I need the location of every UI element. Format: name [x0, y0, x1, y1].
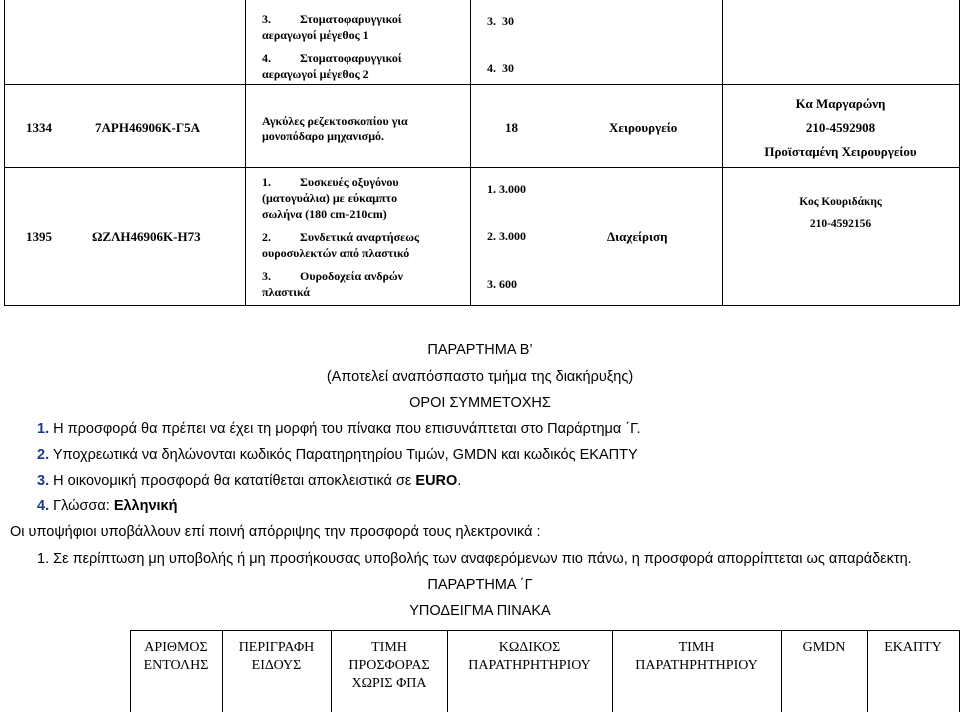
term-number: 1. — [37, 421, 50, 437]
contact-phone: 210-4592908 — [805, 120, 876, 135]
table-rule — [470, 0, 471, 306]
column-header — [867, 639, 959, 657]
column-header — [612, 639, 781, 675]
exclusion-intro: Οι υποψήφιοι υποβάλλουν επί ποινή απόρριψης την προσφορά τους ηλεκτρονικά : — [10, 524, 541, 540]
table-rule — [130, 630, 959, 631]
item-text: Συνδετικά αναρτήσεως — [300, 230, 420, 244]
list-item — [37, 420, 641, 438]
column-header — [447, 639, 612, 675]
quantity: 3. 30 — [487, 14, 514, 28]
header-line: ΧΩΡΙΣ ΦΠΑ — [351, 676, 427, 691]
header-line: ΤΙΜΗ — [371, 640, 407, 655]
item-text: αεραγωγοί μέγεθος 2 — [262, 67, 369, 81]
item-text: αεραγωγοί μέγεθος 1 — [262, 28, 369, 42]
quantity: 1. 3.000 — [487, 182, 526, 196]
contact-role: Προϊσταμένη Χειρουργείου — [764, 144, 917, 159]
column-header — [222, 639, 331, 675]
table-rule — [4, 84, 960, 85]
term-text-bold: EURO — [415, 473, 458, 489]
terms-title: ΟΡΟΙ ΣΥΜΜΕΤΟΧΗΣ — [409, 395, 551, 411]
term-number: 2. — [37, 447, 50, 463]
header-line: ΚΩΔΙΚΟΣ — [498, 640, 561, 655]
list-item — [37, 497, 178, 515]
item-text: πλαστικά — [262, 285, 310, 299]
item-number: 3. — [262, 269, 271, 283]
annex-b-subtitle: (Αποτελεί αναπόσπαστο τμήμα της διακήρυξης) — [326, 369, 634, 385]
header-line: ΕΝΤΟΛΗΣ — [143, 658, 209, 673]
term-number: 3. — [37, 473, 50, 489]
item-text: (ματογυάλια) με εύκαμπτο — [262, 191, 398, 205]
exclusion-number: 1. — [37, 551, 50, 567]
contact-phone: 210-4592156 — [809, 218, 872, 230]
table-rule — [245, 0, 246, 306]
item-text: Συσκευές οξυγόνου — [300, 175, 399, 189]
item-number: 2. — [262, 230, 271, 244]
header-line: ΠΑΡΑΤΗΡΗΤΗΡΙΟΥ — [468, 658, 591, 673]
list-item — [37, 550, 912, 568]
table-rule — [4, 167, 960, 168]
item-text: ουροσυλεκτών από πλαστικό — [262, 246, 410, 260]
quantity: 3. 600 — [487, 277, 517, 291]
term-text: Υποχρεωτικά να δηλώνονται κωδικός Παρατηρητηρίου Τιμών, GMDN και κωδικός ΕΚΑΠΤΥ — [52, 447, 638, 463]
term-text: Γλώσσα: — [53, 498, 114, 514]
term-text: Η προσφορά θα πρέπει να έχει τη μορφή του πίνακα που επισυνάπτεται στο Παράρτημα ΄Γ. — [53, 421, 641, 437]
quantity: 18 — [505, 120, 518, 135]
column-header — [331, 639, 447, 693]
term-number: 4. — [37, 498, 50, 514]
header-line: ΕΚΑΠΤΥ — [884, 640, 942, 655]
list-item — [37, 446, 638, 464]
table-rule — [4, 305, 960, 306]
item-number: 1. — [262, 175, 271, 189]
item-text: Στοματοφαρυγγικοί — [300, 12, 402, 26]
column-header — [781, 639, 867, 657]
row-code: 7ΑΡΗ46906Κ-Γ5Α — [95, 120, 201, 135]
header-line: ΤΙΜΗ — [678, 640, 715, 655]
quantity: 4. 30 — [487, 61, 514, 75]
annex-c-title: ΠΑΡΑΡΤΗΜΑ ΄Γ — [427, 577, 533, 593]
header-line: ΕΙΔΟΥΣ — [251, 658, 302, 673]
contact-name: Κος Κουριδάκης — [799, 196, 882, 208]
quantity: 2. 3.000 — [487, 229, 526, 243]
term-text: . — [457, 473, 462, 489]
item-text: Ουροδοχεία ανδρών — [300, 269, 403, 283]
item-number: 3. — [262, 12, 271, 26]
department: Διαχείριση — [607, 229, 668, 244]
row-id: 1395 — [26, 229, 52, 244]
term-text-bold: Ελληνική — [113, 498, 178, 514]
row-code: ΩΖΛΗ46906Κ-Η73 — [92, 229, 201, 244]
item-text: σωλήνα (180 cm-210cm) — [262, 207, 387, 221]
annex-b-title: ΠΑΡΑΡΤΗΜΑ Β’ — [427, 342, 533, 358]
row-id: 1334 — [26, 120, 52, 135]
list-item — [37, 472, 461, 490]
department: Χειρουργείο — [609, 120, 678, 135]
table-rule — [4, 0, 5, 306]
exclusion-text: Σε περίπτωση μη υποβολής ή μη προσήκουσας υποβολής των αναφερόμενων πιο πάνω, η προσφορά απορρίπτεται ως απαράδεκτη. — [53, 551, 912, 567]
header-line: ΠΕΡΙΓΡΑΦΗ — [238, 640, 315, 655]
header-line: ΠΑΡΑΤΗΡΗΤΗΡΙΟΥ — [635, 658, 758, 673]
annex-c-subtitle: ΥΠΟΔΕΙΓΜΑ ΠΙΝΑΚΑ — [409, 603, 551, 619]
contact-name: Κα Μαργαρώνη — [795, 96, 886, 111]
item-number: 4. — [262, 51, 271, 65]
header-line: ΠΡΟΣΦΟΡΑΣ — [348, 658, 430, 673]
term-text: Η οικονομική προσφορά θα κατατίθεται αποκλειστικά σε — [53, 473, 416, 489]
header-line: GMDN — [802, 640, 846, 655]
column-header — [130, 639, 222, 675]
item-text: Αγκύλες ρεζεκτοσκοπίου για — [262, 114, 408, 128]
item-text: μονοπόδαρο μηχανισμό. — [262, 129, 385, 143]
header-line: ΑΡΙΘΜΟΣ — [144, 640, 208, 655]
item-text: Στοματοφαρυγγικοί — [300, 51, 402, 65]
